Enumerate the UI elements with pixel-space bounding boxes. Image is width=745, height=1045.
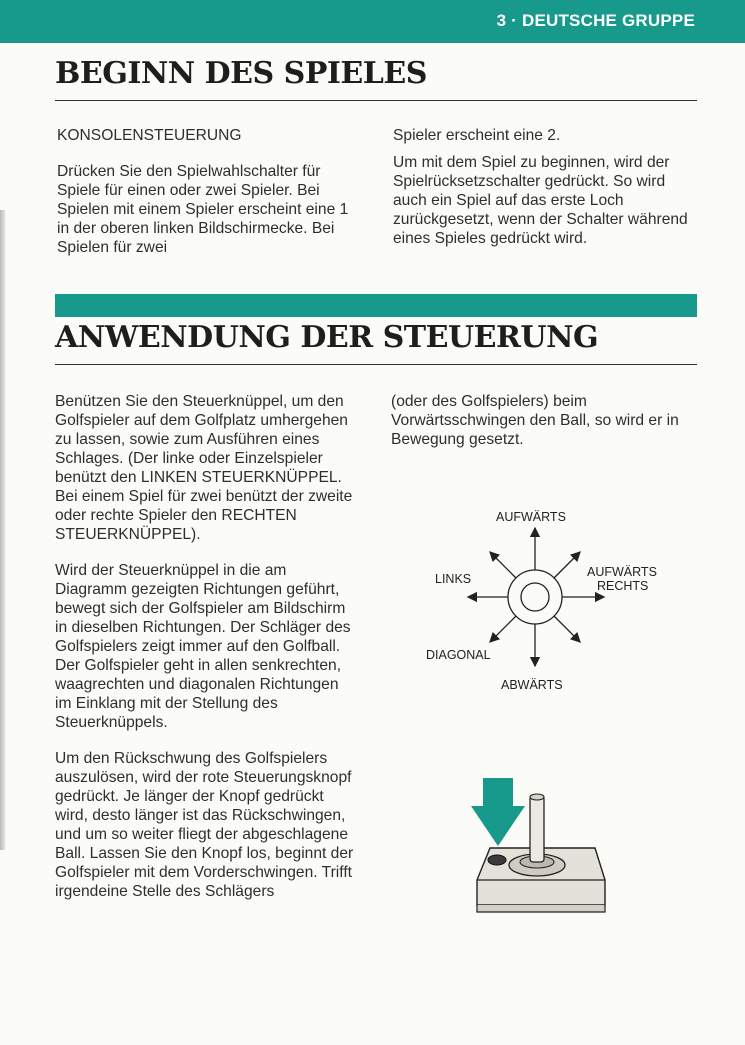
arrow-up-right-icon [554, 552, 580, 578]
label-up-right-line2: RECHTS [597, 579, 649, 593]
heading-rule [55, 100, 697, 101]
arrow-down-indicator-icon [471, 778, 525, 846]
paragraph: Spieler erscheint eine 2. [393, 127, 561, 144]
paragraph: Drücken Sie den Spielwahlschalter für Spiele für einen oder zwei Spieler. Bei Spielen mit einem Spieler erscheint eine 1 in der oberen linken Bildschirmecke. Bei Spielen für zwei [57, 163, 349, 256]
paragraph: Um mit dem Spiel zu beginnen, wird der Spielrücksetzschalter gedrückt. So wird auch ein Spiel auf das erste Loch zurückgesetzt, wenn der Schalter während eines Spieles gedrückt wird. [393, 154, 688, 247]
section2-right-column [391, 392, 696, 466]
joystick-illustration [455, 770, 615, 930]
heading-anwendung: ANWENDUNG DER STEUERUNG [55, 320, 599, 355]
heading-beginn: BEGINN DES SPIELES [55, 56, 427, 91]
label-up: AUFWÄRTS [496, 510, 566, 524]
arrow-down-right-icon [554, 616, 580, 642]
subheading-konsolensteuerung: KONSOLENSTEUERUNG [57, 127, 242, 144]
paragraph: Wird der Steuerknüppel in die am Diagramm gezeigten Richtungen geführt, bewegt sich der Golfspieler am Bildschirm in dieselben Richtungen. Der Schläger des Golfspielers zeigt immer auf den Golfball. Der Golfspieler geht in allen senkrechten, waagrechten und diagonalen Richtungen im Einklang mit der Stellung des Steuerknüppels. [55, 562, 351, 731]
heading-rule [55, 364, 697, 365]
section1-right-column [393, 126, 693, 265]
page-binding-edge [0, 210, 6, 850]
paragraph: Benützen Sie den Steuerknüppel, um den Golfspieler auf dem Golfplatz umhergehen zu lassen, sowie zum Ausführen eines Schlages. (Der linke oder Einzelspieler benützt den LINKEN STEUERKNÜPPEL. Bei einem Spiel für zwei benützt der zweite oder rechte Spieler den RECHTEN STEUERKNÜPPEL). [55, 393, 353, 543]
section-label: 3 · DEUTSCHE GRUPPE [496, 11, 695, 30]
arrow-up-left-icon [490, 552, 516, 578]
label-down: ABWÄRTS [501, 678, 563, 692]
label-left: LINKS [435, 572, 472, 586]
paragraph: (oder des Golfspielers) beim Vorwärtsschwingen den Ball, so wird er in Bewegung gesetzt. [391, 393, 679, 448]
label-diagonal: DIAGONAL [426, 648, 491, 662]
label-up-right-line1: AUFWÄRTS [587, 565, 657, 579]
red-fire-button [488, 855, 506, 865]
arrow-down-left-icon [490, 616, 516, 642]
diagram-outer-ring [508, 570, 562, 624]
paragraph: Um den Rückschwung des Golfspielers auszulösen, wird der rote Steuerungsknopf gedrückt. Je länger der Knopf gedrückt wird, desto länger ist das Rückschwingen, und um so weiter fliegt der abgeschlagene Ball. Lassen Sie den Knopf los, beginnt der Golfspieler mit dem Vorderschwingen. Trifft irgendeine Stelle des Schlägers [55, 750, 354, 900]
joystick-stick [530, 796, 544, 862]
section1-left-column [57, 126, 357, 274]
section-header-bar [0, 0, 745, 43]
diagram-inner-ring [521, 583, 549, 611]
section-divider-band [55, 294, 697, 317]
section2-left-column [55, 392, 355, 918]
